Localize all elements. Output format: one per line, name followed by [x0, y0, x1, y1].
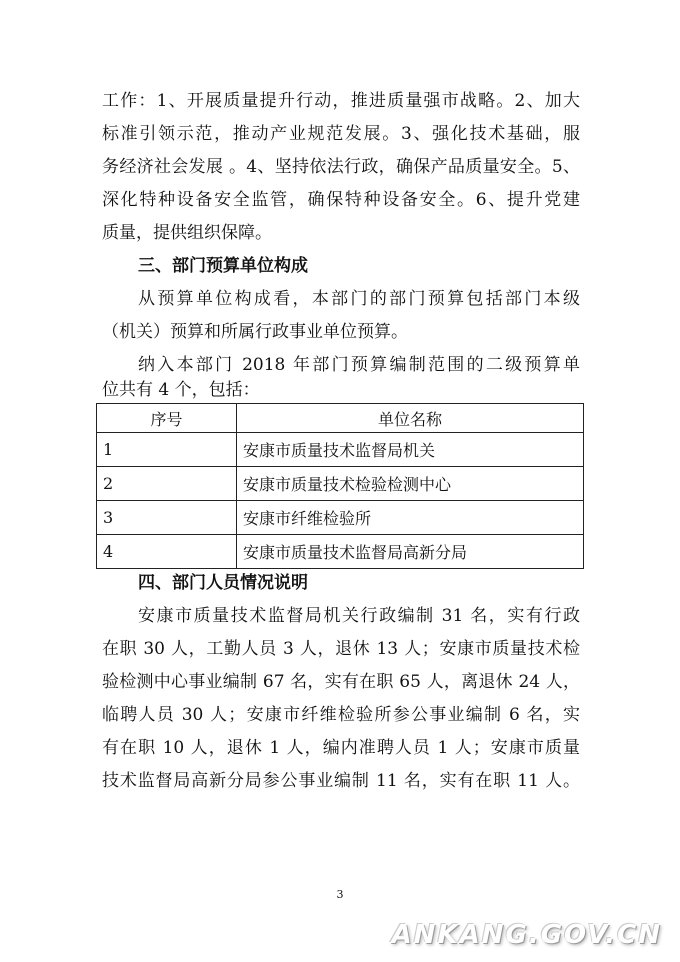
table-cell: 安康市质量技术监督局机关 [237, 433, 584, 467]
table-header-cell: 单位名称 [237, 404, 584, 433]
site-watermark: ANKANG.GOV.CN [391, 920, 662, 950]
body-text-line: 工作：1、开展质量提升行动，推进质量强市战略。2、加大 [102, 91, 580, 111]
budget-units-table [96, 403, 584, 569]
table-row [97, 535, 584, 569]
table-cell: 1 [97, 433, 237, 467]
body-text-line: 从预算单位构成看，本部门的部门预算包括部门本级 [138, 289, 580, 309]
page-number: 3 [336, 888, 344, 901]
table-row [97, 433, 584, 467]
body-text-line: 深化特种设备安全监管，确保特种设备安全。6、提升党建 [102, 190, 580, 210]
body-text-line: 安康市质量技术监督局机关行政编制 31 名，实有行政 [138, 606, 580, 626]
table-cell: 安康市质量技术监督局高新分局 [237, 535, 584, 569]
body-text-line: 有在职 10 人，退休 1 人，编内准聘人员 1 人；安康市质量 [102, 738, 580, 758]
table-cell: 安康市纤维检验所 [237, 501, 584, 535]
table-row [97, 467, 584, 501]
body-text-line: 标准引领示范，推动产业规范发展。3、强化技术基础，服 [102, 124, 580, 144]
body-text-line: 临聘人员 30 人；安康市纤维检验所参公事业编制 6 名，实 [102, 705, 580, 725]
body-text-line: 纳入本部门 2018 年部门预算编制范围的二级预算单 [138, 355, 580, 375]
table-cell: 2 [97, 467, 237, 501]
table-header-cell: 序号 [97, 404, 237, 433]
body-text-line: 位共有 4 个，包括： [102, 380, 260, 400]
section-heading: 三、部门预算单位构成 [138, 256, 308, 276]
body-text-line: 务经济社会发展 。4、坚持依法行政，确保产品质量安全。5、 [102, 157, 580, 177]
body-text-line: 技术监督局高新分局参公事业编制 11 名，实有在职 11 人。 [102, 771, 580, 791]
table-cell: 3 [97, 501, 237, 535]
body-text-line: 质量，提供组织保障。 [102, 223, 272, 243]
table-cell: 安康市质量技术检验检测中心 [237, 467, 584, 501]
body-text-line: 在职 30 人，工勤人员 3 人，退休 13 人；安康市质量技术检 [102, 639, 580, 659]
table-row [97, 501, 584, 535]
table-header-row [97, 404, 584, 433]
body-text-line: 验检测中心事业编制 67 名，实有在职 65 人，离退休 24 人， [102, 672, 580, 692]
section-heading: 四、部门人员情况说明 [138, 573, 308, 593]
table-cell: 4 [97, 535, 237, 569]
body-text-line: （机关）预算和所属行政事业单位预算。 [102, 322, 408, 342]
